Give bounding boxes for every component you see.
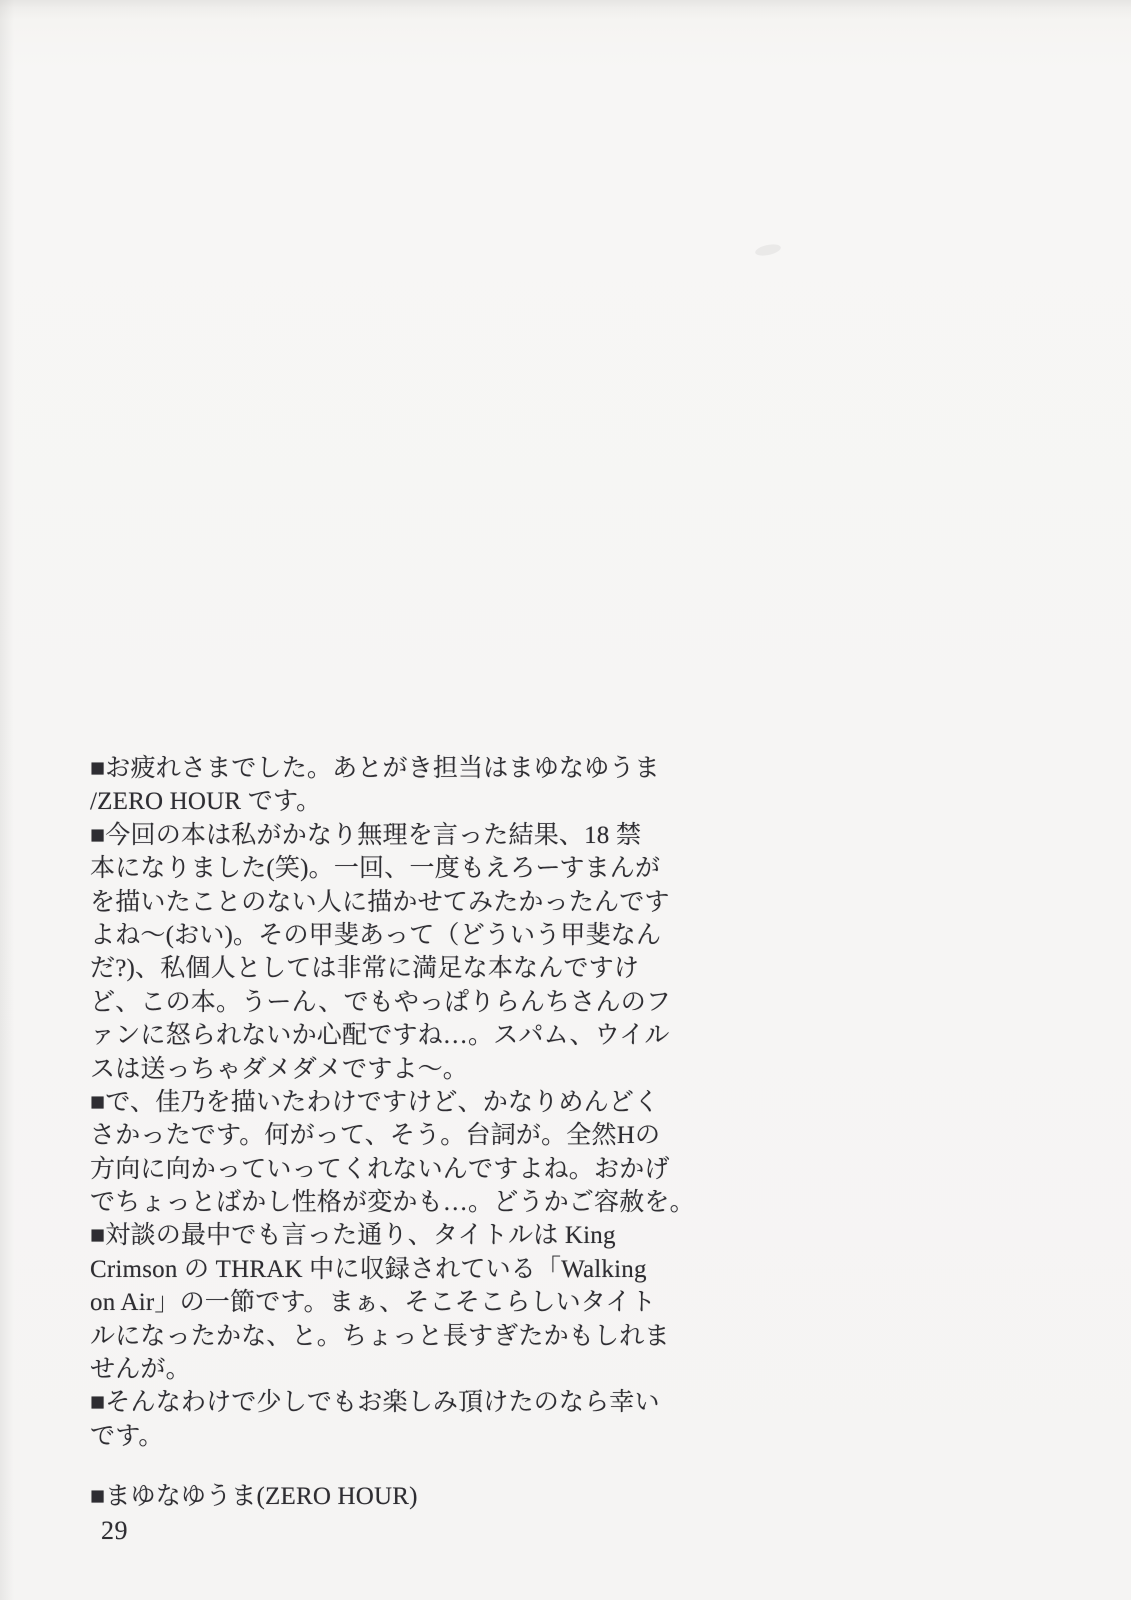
text-line: よね〜(おい)。その甲斐あって（どういう甲斐なん (90, 921, 662, 949)
text-line: on Air」の一節です。まぁ、そこそこらしいタイト (90, 1289, 656, 1317)
text-line: せんが。 (90, 1356, 191, 1384)
signature-line: ■まゆなゆうま(ZERO HOUR) (90, 1483, 418, 1511)
text-line: スは送っちゃダメダメですよ〜。 (90, 1055, 469, 1083)
text-line: さかったです。何がって、そう。台詞が。全然Hの (90, 1122, 661, 1150)
page-number: 29 (101, 1516, 128, 1545)
afterword-text-block (90, 752, 695, 1514)
text-line: 方向に向かっていってくれないんですよね。おかげ (90, 1155, 670, 1183)
text-line: ルになったかな、と。ちょっと長すぎたかもしれま (90, 1322, 670, 1350)
text-line: ■対談の最中でも言った通り、タイトルは King (90, 1222, 616, 1250)
text-line: を描いたことのない人に描かせてみたかったんです (90, 888, 670, 916)
text-line: ァンに怒られないか心配ですね…。スパム、ウイル (90, 1022, 670, 1050)
text-line: 本になりました(笑)。一回、一度もえろーすまんが (90, 855, 661, 883)
text-line: ■今回の本は私がかなり無理を言った結果、18 禁 (90, 821, 642, 849)
text-line: ■そんなわけで少しでもお楽しみ頂けたのなら幸い (90, 1389, 660, 1417)
text-line: /ZERO HOUR です。 (90, 788, 322, 816)
text-line: です。 (90, 1422, 164, 1450)
text-line: でちょっとばかし性格が変かも…。どうかご容赦を。 (90, 1189, 695, 1217)
text-line: ■お疲れさまでした。あとがき担当はまゆなゆうま (90, 755, 660, 782)
text-line: だ?)、私個人としては非常に満足な本なんですけ (90, 955, 640, 983)
text-line: ■で、佳乃を描いたわけですけど、かなりめんどく (90, 1088, 660, 1116)
text-line: ど、この本。うーん、でもやっぱりらんちさんのフ (90, 988, 672, 1016)
scan-smudge (754, 242, 782, 257)
text-line: Crimson の THRAK 中に収録されている「Walking (90, 1255, 647, 1283)
